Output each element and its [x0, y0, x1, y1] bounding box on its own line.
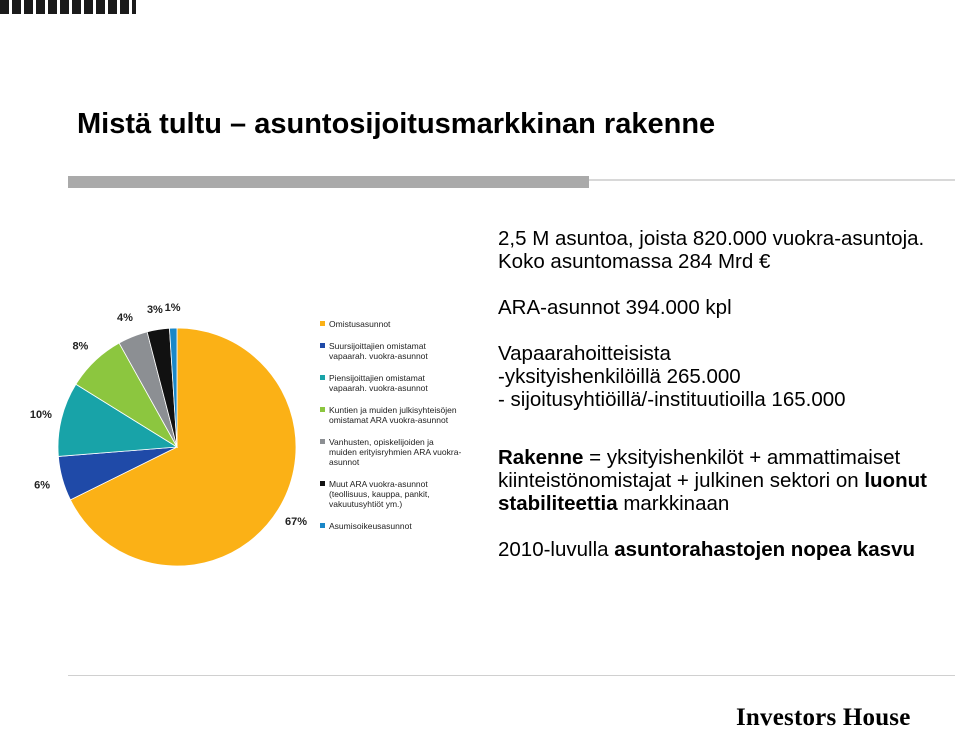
top-decoration-bar [0, 0, 136, 14]
legend-label-1-1: vapaarah. vuokra-asunnot [329, 351, 428, 361]
funds-growth-bold: asuntorahastojen nopea kasvu [614, 538, 916, 561]
pie-label-0: 67% [284, 515, 308, 528]
pie-label-4: 4% [117, 312, 133, 324]
paragraph-housing-stock: 2,5 M asuntoa, joista 820.000 vuokra-asuntoja. Koko asuntomassa 284 Mrd € [498, 227, 925, 273]
structure-bold: Rakenne [498, 446, 584, 469]
funds-growth-text: 2010-luvulla [498, 538, 615, 561]
legend-label-5-0: Muut ARA vuokra-asunnot [329, 479, 428, 489]
pie-label-2: 10% [29, 409, 52, 421]
stability-bold: luonut stabiliteettia [498, 469, 927, 515]
legend-label-0-0: Omistusasunnot [329, 319, 391, 329]
legend-label-4-0: Vanhusten, opiskelijoiden ja [329, 437, 434, 447]
legend-label-4-2: asunnot [329, 457, 360, 467]
legend-swatch-2 [320, 375, 325, 380]
legend-label-5-1: (teollisuus, kauppa, pankit, [329, 489, 430, 499]
legend-swatch-1 [320, 343, 325, 348]
legend-label-2-0: Piensijoittajien omistamat [329, 373, 425, 383]
paragraph-free-financed-heading: Vapaarahoitteisista [498, 342, 671, 365]
legend-label-3-0: Kuntien ja muiden julkisyhteisöjen [329, 405, 457, 415]
structure-text: = yksityishenkilöt + ammattimaiset kiinteistönomistajat + julkinen sektori on [498, 446, 901, 492]
pie-chart [20, 300, 470, 590]
pie-label-1: 6% [34, 479, 51, 492]
pie-label-5: 3% [146, 303, 163, 316]
pie-label-3: 8% [72, 340, 89, 353]
legend-label-2-1: vapaarah. vuokra-asunnot [329, 383, 428, 393]
structure-tail: markkinaan [617, 492, 730, 515]
pie-label-6: 1% [164, 302, 181, 315]
paragraph-private-persons: -yksityishenkilöillä 265.000 [498, 365, 741, 388]
legend-label-3-1: omistamat ARA vuokra-asunnot [329, 415, 449, 425]
legend-label-5-2: vakuutusyhtiöt ym.) [329, 499, 403, 509]
title-underline-line [589, 179, 955, 181]
legend-swatch-6 [320, 523, 325, 528]
legend-swatch-0 [320, 321, 325, 326]
legend-swatch-3 [320, 407, 325, 412]
text-content [498, 227, 953, 561]
paragraph-funds-growth [498, 538, 953, 561]
paragraph-structure [498, 446, 953, 515]
paragraph-ara-count: ARA-asunnot 394.000 kpl [498, 296, 732, 319]
paragraph-institutions: - sijoitusyhtiöillä/-instituutioilla 165.000 [498, 388, 846, 411]
legend-swatch-4 [320, 439, 325, 444]
company-logo: Investors House [736, 704, 911, 731]
footer-divider [68, 675, 955, 676]
legend-label-1-0: Suursijoittajien omistamat [329, 341, 426, 351]
legend-label-6-0: Asumisoikeusasunnot [329, 521, 412, 531]
title-underline-bar [68, 176, 589, 188]
legend-swatch-5 [320, 481, 325, 486]
legend-label-4-1: muiden erityisryhmien ARA vuokra- [329, 447, 462, 457]
slide-title: Mistä tultu – asuntosijoitusmarkkinan rakenne [77, 108, 716, 140]
